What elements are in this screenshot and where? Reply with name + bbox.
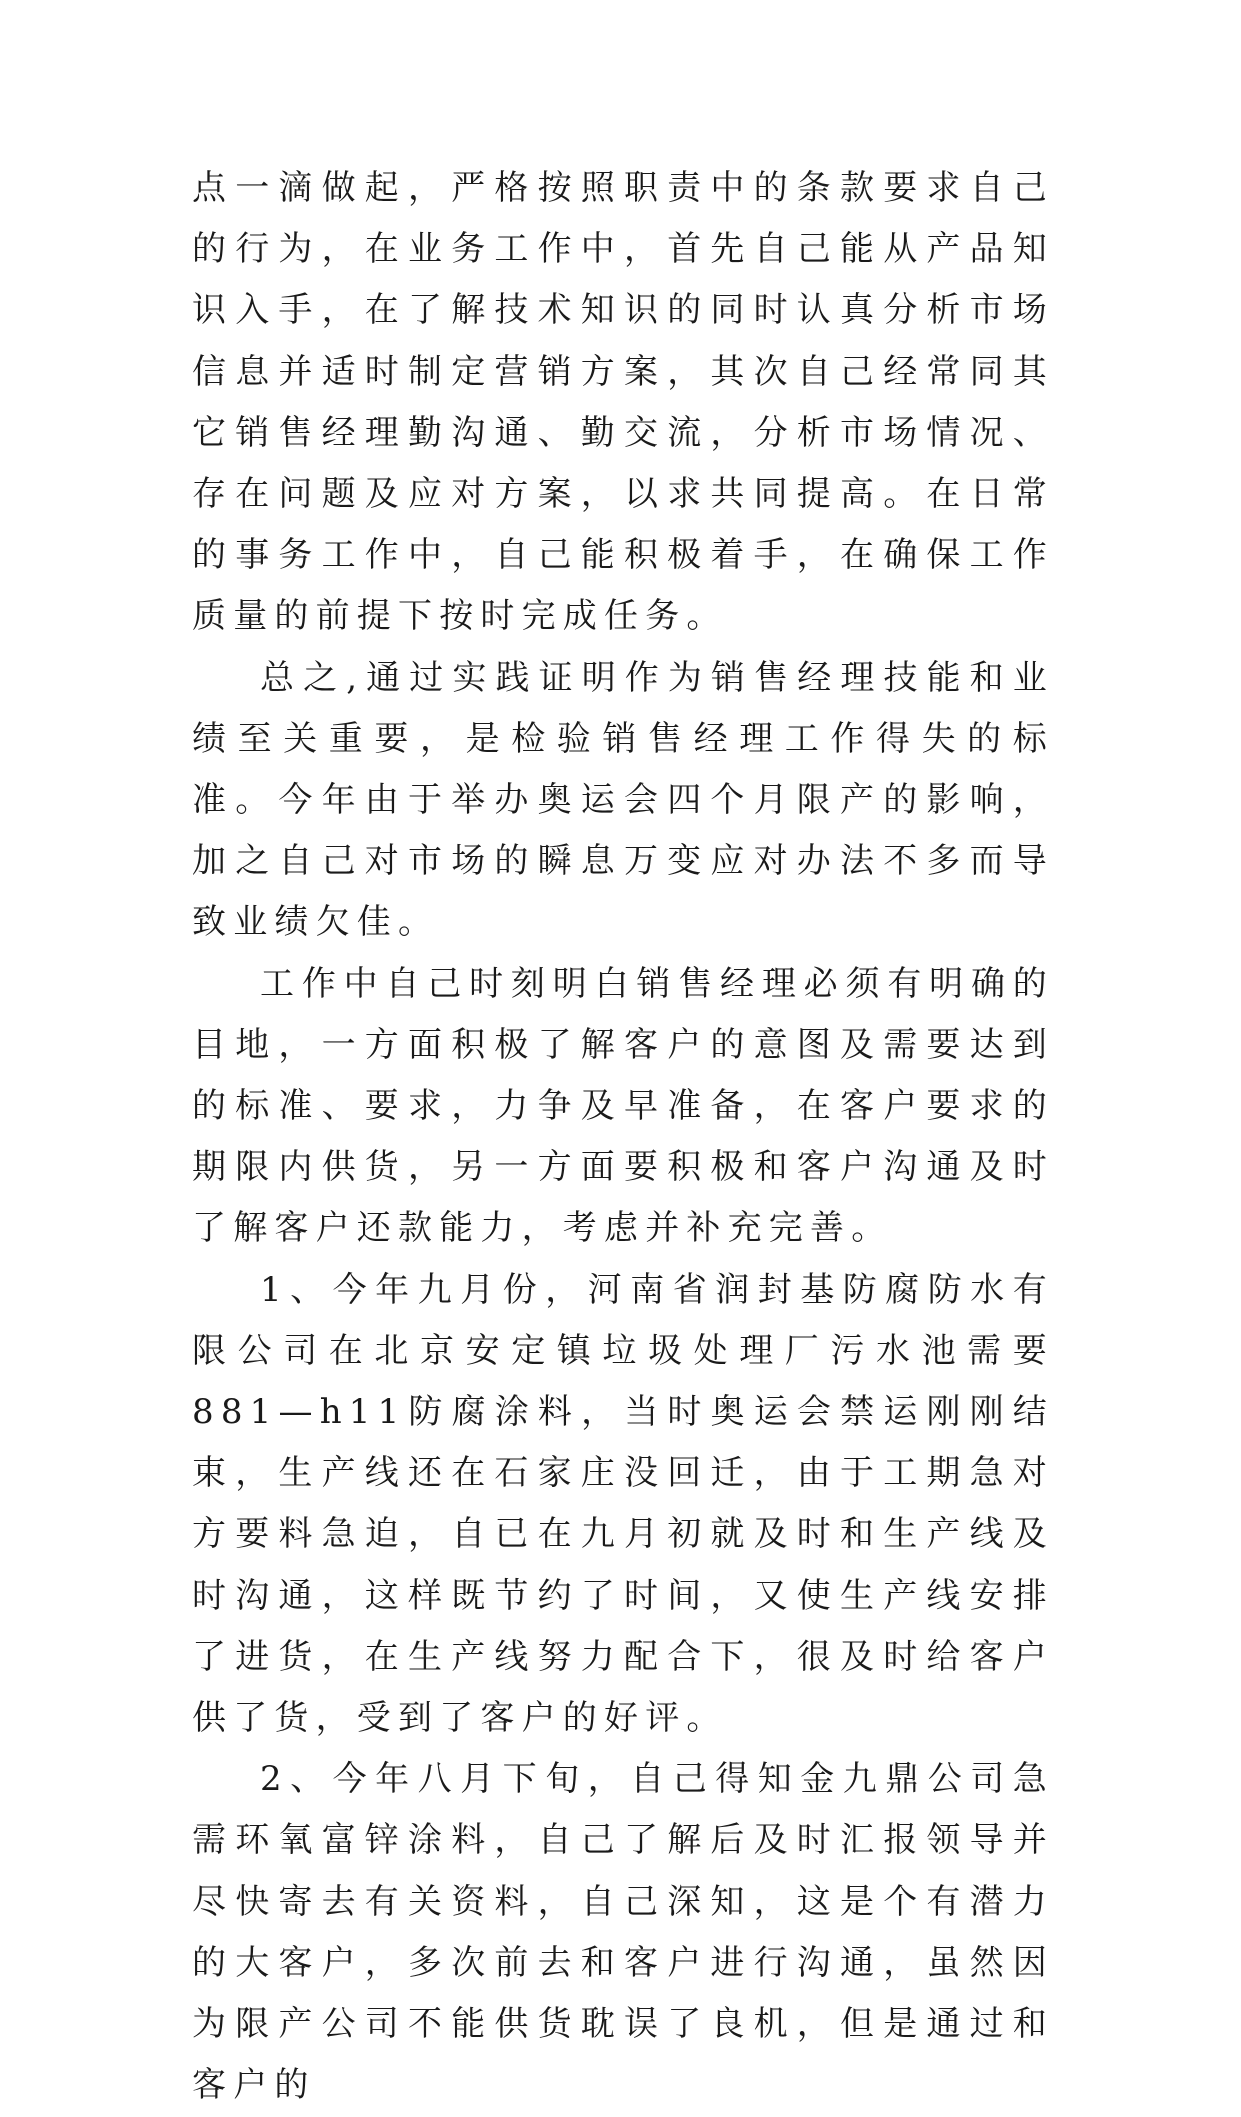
- paragraph-5: 2、今年八月下旬，自己得知金九鼎公司急需环氧富锌涂料，自己了解后及时汇报领导并尽快寄去有关资料，自己深知，这是个有潜力的大客户，多次前去和客户进行沟通，虽然因为限产公司不能供货耽误了良机，但是通过和客户的: [192, 1759, 1054, 2106]
- paragraph-2: 总之,通过实践证明作为销售经理技能和业绩至关重要，是检验销售经理工作得失的标准。今年由于举办奥运会四个月限产的影响，加之自己对市场的瞬息万变应对办法不多而导致业绩欠佳。: [192, 657, 1054, 943]
- document-page: [192, 158, 1054, 2117]
- paragraph-3: 工作中自己时刻明白销售经理必须有明确的目地，一方面积极了解客户的意图及需要达到的标准、要求，力争及早准备，在客户要求的期限内供货，另一方面要积极和客户沟通及时了解客户还款能力，考虑并补充完善。: [192, 963, 1054, 1249]
- paragraph-4: 1、今年九月份，河南省润封基防腐防水有限公司在北京安定镇垃圾处理厂污水池需要881—h11防腐涂料，当时奥运会禁运刚刚结束，生产线还在石家庄没回迁，由于工期急对方要料急迫，自已在九月初就及时和生产线及时沟通，这样既节约了时间，又使生产线安排了进货，在生产线努力配合下，很及时给客户供了货，受到了客户的好评。: [192, 1269, 1054, 1739]
- paragraph-1: 点一滴做起，严格按照职责中的条款要求自己的行为，在业务工作中，首先自己能从产品知识入手，在了解技术知识的同时认真分析市场信息并适时制定营销方案，其次自己经常同其它销售经理勤沟通、勤交流，分析市场情况、存在问题及应对方案，以求共同提高。在日常的事务工作中，自己能积极着手，在确保工作质量的前提下按时完成任务。: [192, 168, 1054, 637]
